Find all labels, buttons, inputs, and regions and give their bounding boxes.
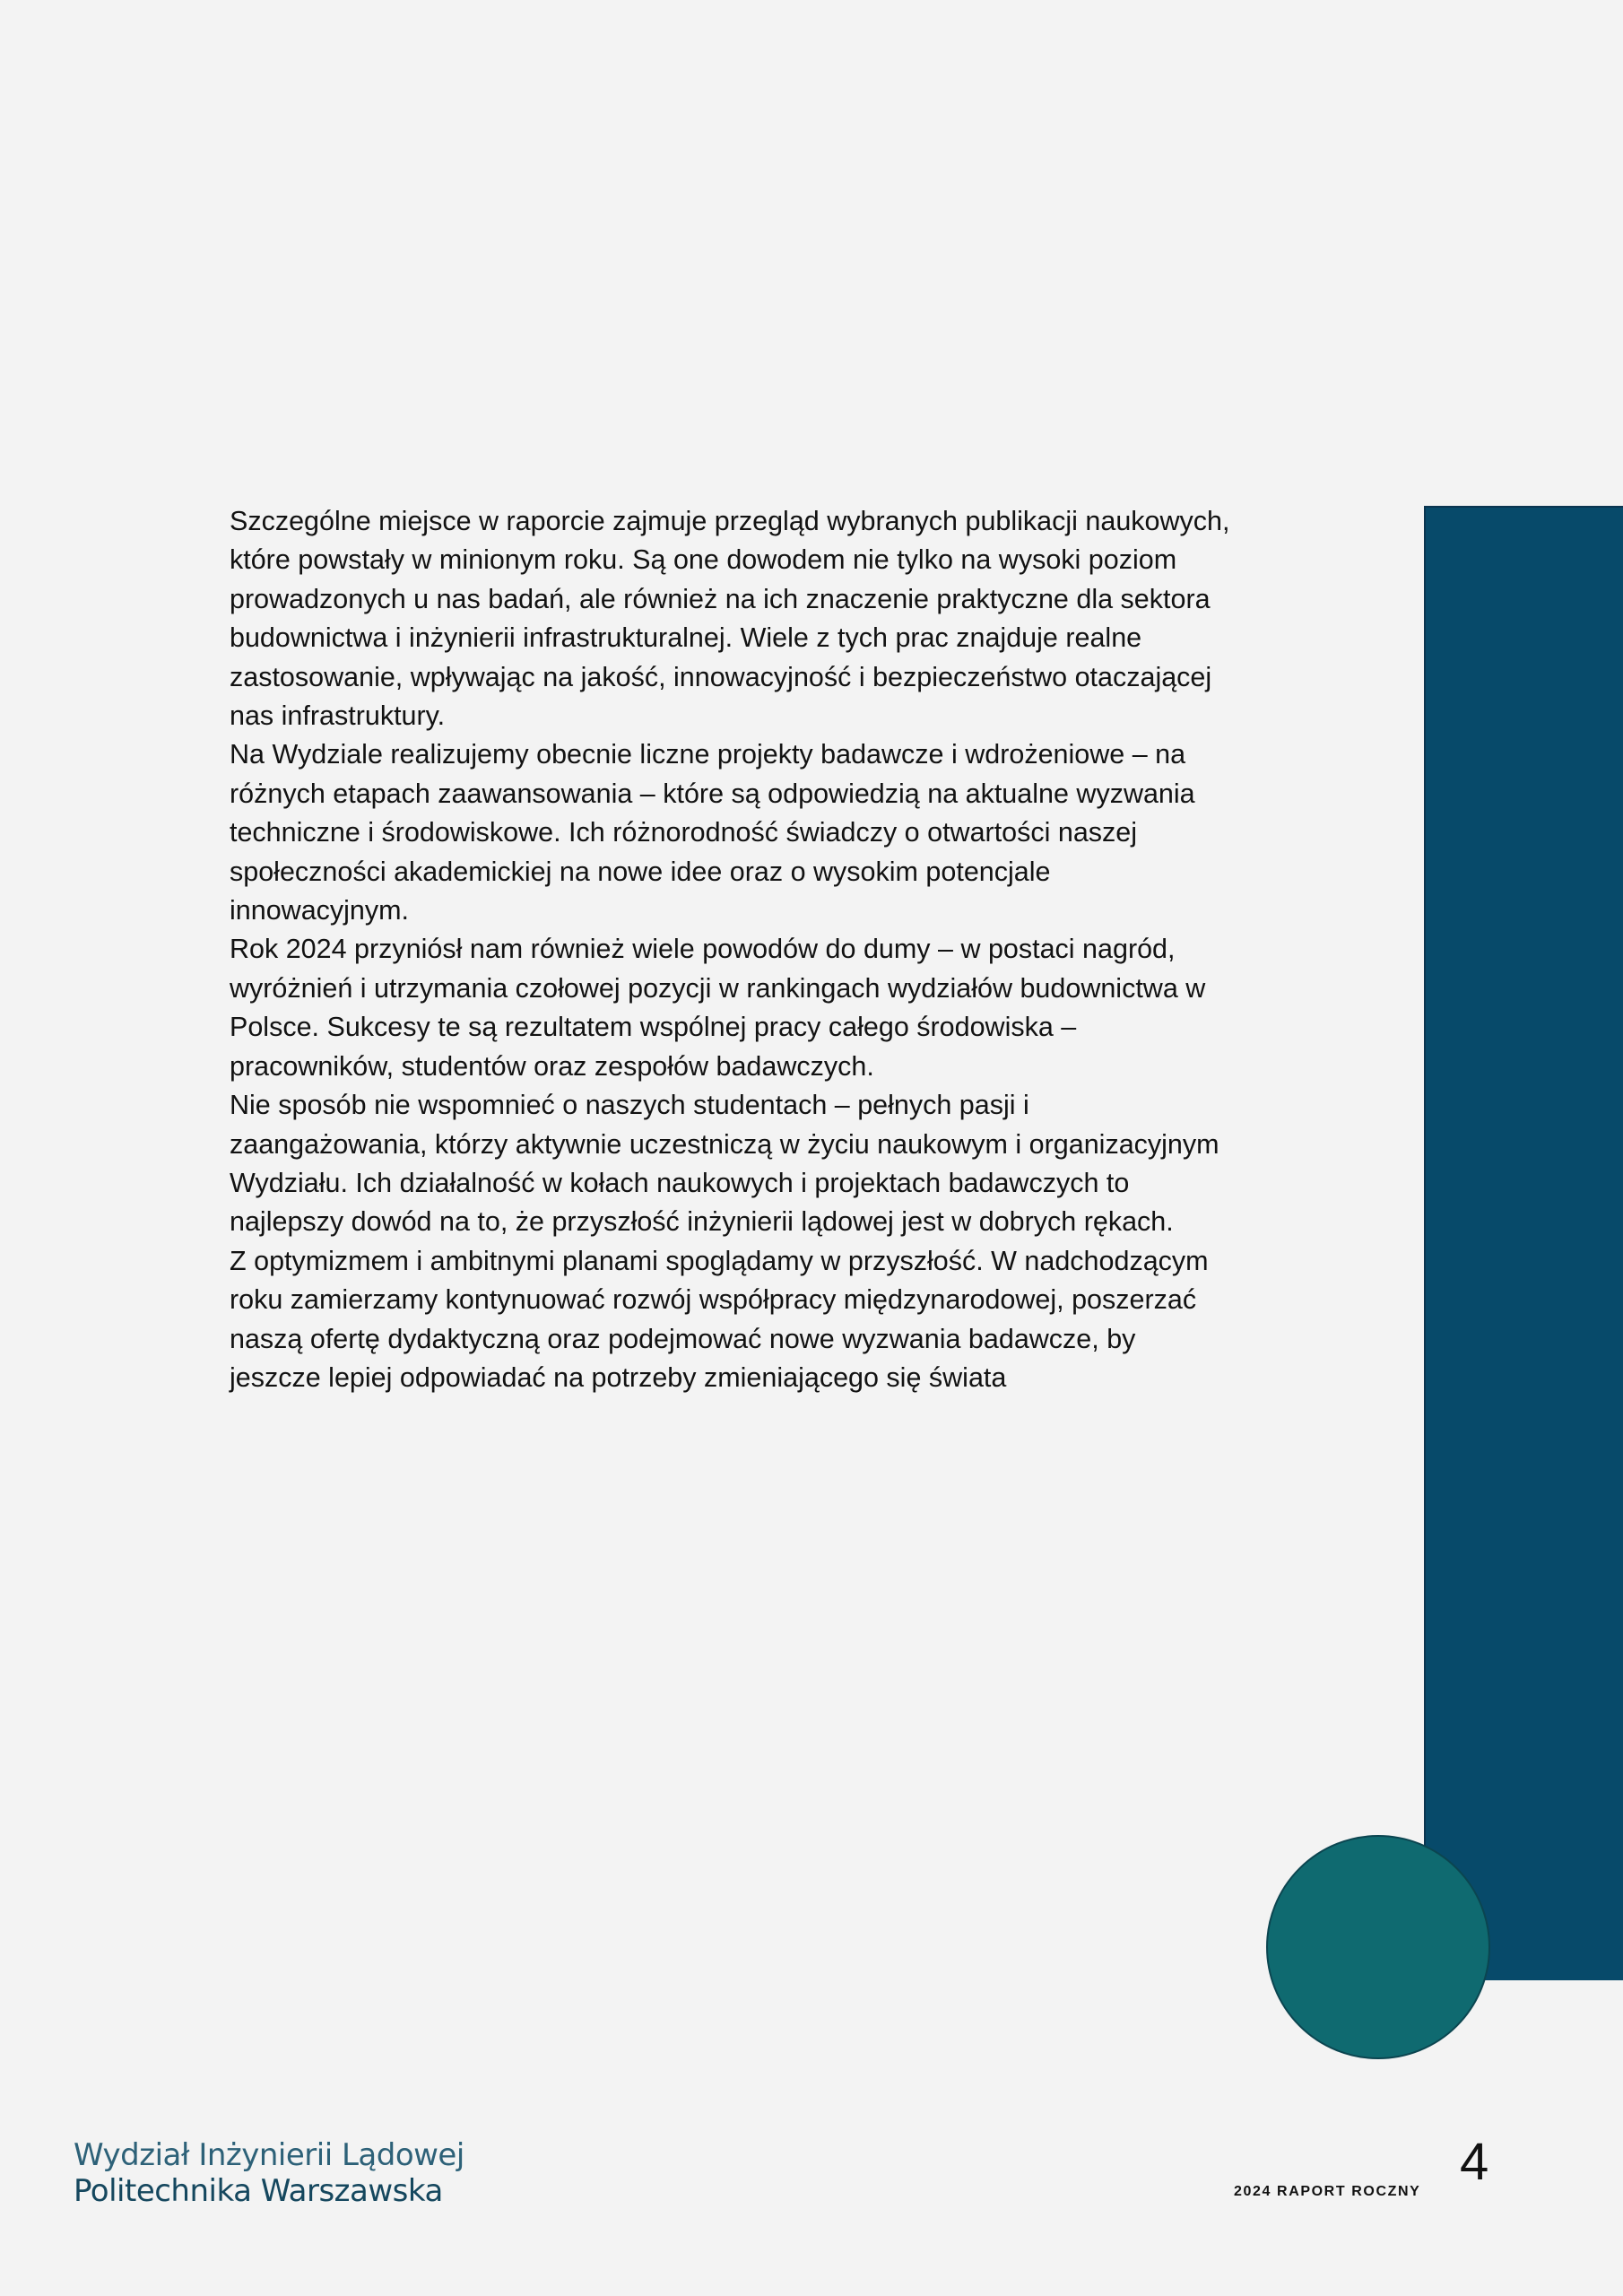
faculty-logo-text (74, 2137, 464, 2209)
paragraph-students: Nie sposób nie wspomnieć o naszych studentach – pełnych pasji i zaangażowania, którzy aktywnie uczestniczą w życiu naukowym i organizacyjnym Wydziału. Ich działalność w kołach naukowych i projektach badawczych to najlepszy dowód na to, że przyszłość inżynierii lądowej jest w dobrych rękach. (230, 1090, 1219, 1238)
body-text (230, 502, 1234, 1397)
accent-bar (1424, 506, 1623, 1980)
page-number: 4 (1460, 2133, 1489, 2191)
paragraph-projects: Na Wydziale realizujemy obecnie liczne projekty badawcze i wdrożeniowe – na różnych etapach zaawansowania – które są odpowiedzią na aktualne wyzwania techniczne i środowiskowe. Ich różnorodność świadczy o otwartości naszej społeczności akademickiej na nowe idee oraz o wysokim potencjale innowacyjnym. (230, 739, 1195, 926)
faculty-name: Wydział Inżynierii Lądowej (74, 2137, 464, 2173)
paragraph-publications: Szczególne miejsce w raporcie zajmuje przegląd wybranych publikacji naukowych, które powstały w minionym roku. Są one dowodem nie tylko na wysoki poziom prowadzonych u nas badań, ale również na ich znaczenie praktyczne dla sektora budownictwa i inżynierii infrastrukturalnej. Wiele z tych prac znajduje realne zastosowanie, wpływając na jakość, innowacyjność i bezpieczeństwo otaczającej nas infrastruktury. (230, 506, 1230, 732)
university-name: Politechnika Warszawska (74, 2173, 443, 2209)
paragraph-future: Z optymizmem i ambitnymi planami spoglądamy w przyszłość. W nadchodzącym roku zamierzamy kontynuować rozwój współpracy międzynarodowej, poszerzać naszą ofertę dydaktyczną oraz podejmować nowe wyzwania badawcze, by jeszcze lepiej odpowiadać na potrzeby zmieniającego się świata (230, 1245, 1209, 1393)
accent-circle (1266, 1835, 1490, 2059)
report-label: 2024 RAPORT ROCZNY (1234, 2184, 1421, 2199)
paragraph-achievements: Rok 2024 przyniósł nam również wiele powodów do dumy – w postaci nagród, wyróżnień i utrzymania czołowej pozycji w rankingach wydziałów budownictwa w Polsce. Sukcesy te są rezultatem wspólnej pracy całego środowiska – pracowników, studentów oraz zespołów badawczych. (230, 934, 1206, 1082)
